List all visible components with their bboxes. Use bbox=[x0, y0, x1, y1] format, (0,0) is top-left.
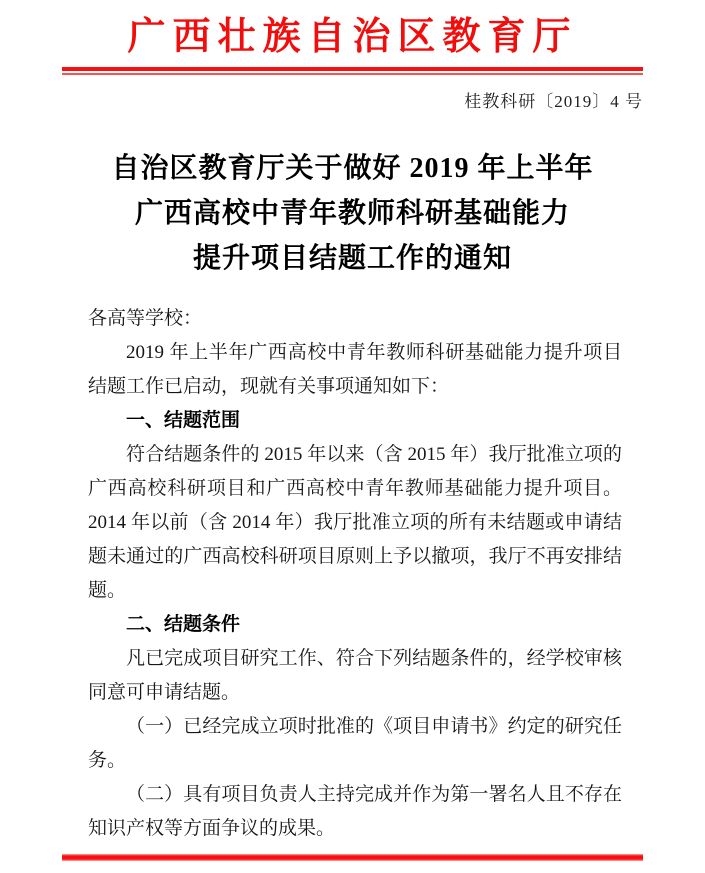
title-line-1: 自治区教育厅关于做好 2019 年上半年 bbox=[111, 153, 594, 184]
title-line-2: 广西高校中青年教师科研基础能力 bbox=[134, 198, 570, 229]
footer-divider bbox=[62, 854, 643, 861]
document-title bbox=[0, 146, 705, 281]
letterhead-divider bbox=[62, 67, 643, 75]
salutation: 各高等学校： bbox=[88, 308, 203, 329]
title-line-3: 提升项目结题工作的通知 bbox=[192, 243, 512, 274]
doc-reference-number: 桂教科研〔2019〕4 号 bbox=[464, 92, 643, 111]
section-1-heading: 一、结题范围 bbox=[126, 410, 241, 431]
divider-bottom-bar bbox=[62, 73, 643, 75]
document-body bbox=[88, 302, 622, 846]
section-1-paragraph: 符合结题条件的 2015 年以来（含 2015 年）我厅批准立项的广西高校科研项目和广西高校中青年教师基础能力提升项目。2014 年以前（含 2014 年）我厅批准立项的所有未结题或申请结题未通过的广西高校科研项目原则上予以撤项，我厅不再安排结题。 bbox=[88, 444, 622, 601]
letterhead-org-name: 广西壮族自治区教育厅 bbox=[127, 16, 578, 58]
intro-paragraph: 2019 年上半年广西高校中青年教师科研基础能力提升项目结题工作已启动，现就有关事项通知如下： bbox=[88, 342, 622, 397]
section-2-heading: 二、结题条件 bbox=[126, 614, 241, 635]
section-2-intro: 凡已完成项目研究工作、符合下列结题条件的，经学校审核同意可申请结题。 bbox=[88, 648, 622, 703]
condition-item-1: （一）已经完成立项时批准的《项目申请书》约定的研究任务。 bbox=[88, 716, 622, 771]
condition-item-2: （二）具有项目负责人主持完成并作为第一署名人且不存在知识产权等方面争议的成果。 bbox=[88, 784, 622, 839]
